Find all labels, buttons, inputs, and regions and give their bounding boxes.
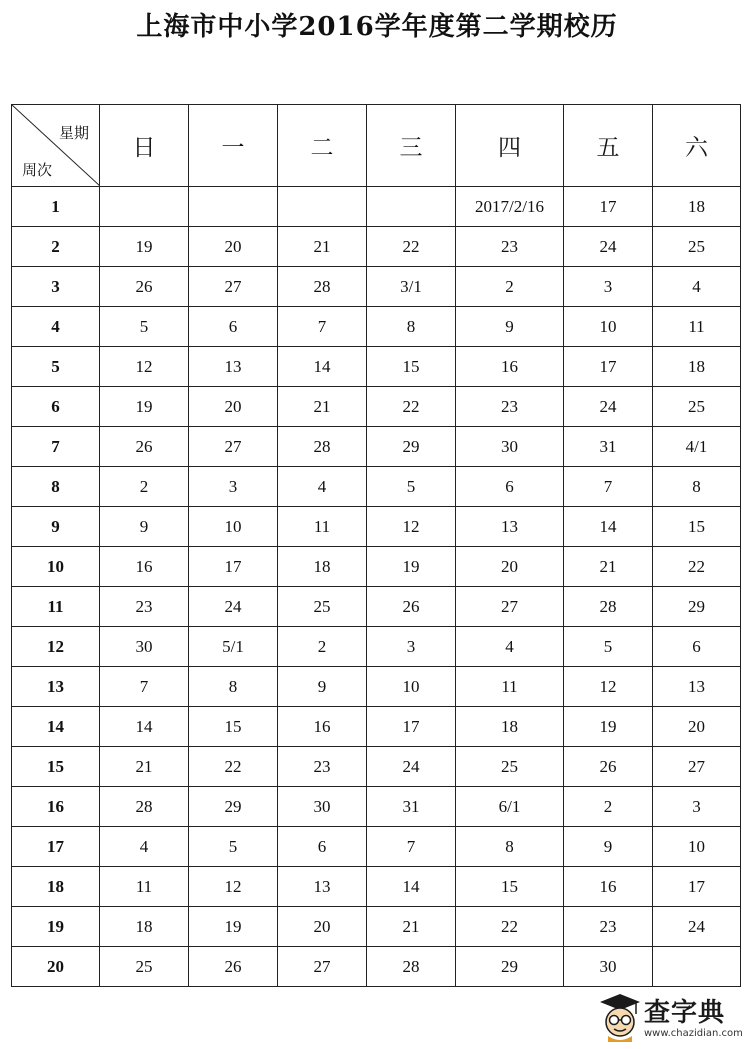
week-row <box>12 867 741 907</box>
date-cell: 10 <box>367 667 456 707</box>
week-number-cell: 8 <box>12 467 100 507</box>
date-cell: 25 <box>456 747 564 787</box>
date-cell: 7 <box>367 827 456 867</box>
date-cell: 31 <box>367 787 456 827</box>
date-cell: 23 <box>100 587 189 627</box>
date-cell: 5 <box>100 307 189 347</box>
date-cell: 18 <box>653 187 741 227</box>
date-cell: 19 <box>100 227 189 267</box>
date-cell: 28 <box>278 267 367 307</box>
date-cell: 3 <box>189 467 278 507</box>
date-cell: 29 <box>367 427 456 467</box>
week-row <box>12 307 741 347</box>
date-cell: 29 <box>456 947 564 987</box>
date-cell: 29 <box>189 787 278 827</box>
date-cell: 26 <box>100 267 189 307</box>
date-cell: 22 <box>367 227 456 267</box>
date-cell: 3 <box>367 627 456 667</box>
week-row <box>12 587 741 627</box>
corner-week-label: 周次 <box>22 161 53 179</box>
week-row <box>12 947 741 987</box>
week-row <box>12 387 741 427</box>
week-number-cell: 20 <box>12 947 100 987</box>
week-row <box>12 627 741 667</box>
date-cell: 13 <box>456 507 564 547</box>
date-cell <box>278 187 367 227</box>
date-cell: 21 <box>564 547 653 587</box>
week-row <box>12 227 741 267</box>
date-cell: 2 <box>278 627 367 667</box>
date-cell: 16 <box>564 867 653 907</box>
header-row <box>12 105 741 187</box>
date-cell: 5 <box>367 467 456 507</box>
date-cell: 21 <box>278 227 367 267</box>
date-cell: 22 <box>653 547 741 587</box>
date-cell <box>367 187 456 227</box>
date-cell: 23 <box>456 227 564 267</box>
date-cell: 31 <box>564 427 653 467</box>
week-row <box>12 427 741 467</box>
page-title: 上海市中小学2016学年度第二学期校历 <box>136 12 618 42</box>
day-header-fri: 五 <box>564 105 653 187</box>
date-cell: 13 <box>653 667 741 707</box>
week-row <box>12 347 741 387</box>
date-cell: 24 <box>564 227 653 267</box>
date-cell: 15 <box>189 707 278 747</box>
date-cell: 6 <box>189 307 278 347</box>
date-cell: 11 <box>100 867 189 907</box>
day-header-thu: 四 <box>456 105 564 187</box>
date-cell: 24 <box>367 747 456 787</box>
date-cell: 16 <box>100 547 189 587</box>
date-cell: 5/1 <box>189 627 278 667</box>
date-cell: 8 <box>653 467 741 507</box>
date-cell: 8 <box>189 667 278 707</box>
week-number-cell: 5 <box>12 347 100 387</box>
date-cell: 15 <box>367 347 456 387</box>
date-cell: 22 <box>189 747 278 787</box>
date-cell: 20 <box>653 707 741 747</box>
date-cell: 3 <box>564 267 653 307</box>
date-cell: 30 <box>456 427 564 467</box>
week-row <box>12 547 741 587</box>
school-calendar-table <box>11 104 741 987</box>
week-number-cell: 4 <box>12 307 100 347</box>
week-row <box>12 507 741 547</box>
date-cell: 20 <box>189 387 278 427</box>
week-number-cell: 15 <box>12 747 100 787</box>
date-cell: 18 <box>278 547 367 587</box>
date-cell: 2 <box>564 787 653 827</box>
date-cell: 23 <box>456 387 564 427</box>
week-number-cell: 11 <box>12 587 100 627</box>
date-cell: 4/1 <box>653 427 741 467</box>
date-cell: 8 <box>367 307 456 347</box>
date-cell: 3/1 <box>367 267 456 307</box>
week-number-cell: 3 <box>12 267 100 307</box>
date-cell: 10 <box>189 507 278 547</box>
date-cell: 6 <box>653 627 741 667</box>
week-row <box>12 787 741 827</box>
week-row <box>12 827 741 867</box>
date-cell: 28 <box>278 427 367 467</box>
date-cell: 27 <box>278 947 367 987</box>
date-cell: 7 <box>100 667 189 707</box>
watermark-url: www.chazidian.com <box>644 1028 743 1039</box>
date-cell: 27 <box>189 267 278 307</box>
date-cell: 14 <box>367 867 456 907</box>
week-number-cell: 1 <box>12 187 100 227</box>
week-number-cell: 7 <box>12 427 100 467</box>
week-number-cell: 16 <box>12 787 100 827</box>
date-cell: 5 <box>189 827 278 867</box>
date-cell: 9 <box>278 667 367 707</box>
date-cell: 4 <box>100 827 189 867</box>
date-cell: 15 <box>653 507 741 547</box>
date-cell: 24 <box>653 907 741 947</box>
date-cell: 4 <box>456 627 564 667</box>
date-cell: 12 <box>564 667 653 707</box>
date-cell: 16 <box>278 707 367 747</box>
date-cell: 26 <box>564 747 653 787</box>
date-cell: 30 <box>278 787 367 827</box>
week-number-cell: 9 <box>12 507 100 547</box>
date-cell: 28 <box>100 787 189 827</box>
date-cell: 14 <box>564 507 653 547</box>
date-cell: 23 <box>278 747 367 787</box>
date-cell: 25 <box>653 227 741 267</box>
date-cell: 6 <box>278 827 367 867</box>
day-header-wed: 三 <box>367 105 456 187</box>
date-cell: 26 <box>189 947 278 987</box>
week-number-cell: 18 <box>12 867 100 907</box>
date-cell: 24 <box>564 387 653 427</box>
date-cell: 25 <box>278 587 367 627</box>
date-cell: 17 <box>564 347 653 387</box>
date-cell: 8 <box>456 827 564 867</box>
date-cell: 10 <box>564 307 653 347</box>
day-header-sun: 日 <box>100 105 189 187</box>
date-cell: 11 <box>456 667 564 707</box>
date-cell: 19 <box>189 907 278 947</box>
date-cell: 20 <box>189 227 278 267</box>
week-number-cell: 13 <box>12 667 100 707</box>
date-cell: 21 <box>278 387 367 427</box>
date-cell: 30 <box>564 947 653 987</box>
week-number-cell: 17 <box>12 827 100 867</box>
week-row <box>12 707 741 747</box>
date-cell: 4 <box>653 267 741 307</box>
date-cell: 17 <box>189 547 278 587</box>
date-cell: 4 <box>278 467 367 507</box>
date-cell: 30 <box>100 627 189 667</box>
date-cell: 11 <box>653 307 741 347</box>
corner-weekday-label: 星期 <box>58 124 89 142</box>
date-cell: 18 <box>456 707 564 747</box>
date-cell: 27 <box>189 427 278 467</box>
date-cell: 12 <box>189 867 278 907</box>
date-cell: 13 <box>189 347 278 387</box>
week-number-cell: 19 <box>12 907 100 947</box>
date-cell: 12 <box>367 507 456 547</box>
date-cell: 14 <box>278 347 367 387</box>
date-cell: 22 <box>367 387 456 427</box>
date-cell: 11 <box>278 507 367 547</box>
date-cell: 19 <box>367 547 456 587</box>
date-cell: 10 <box>653 827 741 867</box>
date-cell: 5 <box>564 627 653 667</box>
date-cell: 2017/2/16 <box>456 187 564 227</box>
date-cell: 17 <box>564 187 653 227</box>
date-cell: 24 <box>189 587 278 627</box>
date-cell: 20 <box>456 547 564 587</box>
date-cell: 20 <box>278 907 367 947</box>
week-number-cell: 10 <box>12 547 100 587</box>
day-header-sat: 六 <box>653 105 741 187</box>
date-cell: 23 <box>564 907 653 947</box>
date-cell: 9 <box>100 507 189 547</box>
watermark-logo <box>596 990 754 1049</box>
watermark-brand: 查字典 <box>644 998 726 1028</box>
date-cell: 17 <box>367 707 456 747</box>
week-row <box>12 907 741 947</box>
day-header-mon: 一 <box>189 105 278 187</box>
week-row <box>12 187 741 227</box>
date-cell: 18 <box>100 907 189 947</box>
date-cell: 28 <box>564 587 653 627</box>
date-cell: 29 <box>653 587 741 627</box>
date-cell: 7 <box>278 307 367 347</box>
date-cell: 6/1 <box>456 787 564 827</box>
date-cell: 27 <box>653 747 741 787</box>
date-cell: 2 <box>100 467 189 507</box>
mascot-icon <box>598 992 642 1044</box>
week-number-cell: 6 <box>12 387 100 427</box>
week-number-cell: 2 <box>12 227 100 267</box>
week-number-cell: 12 <box>12 627 100 667</box>
date-cell <box>189 187 278 227</box>
date-cell: 9 <box>456 307 564 347</box>
date-cell: 7 <box>564 467 653 507</box>
week-row <box>12 667 741 707</box>
date-cell: 12 <box>100 347 189 387</box>
date-cell: 19 <box>100 387 189 427</box>
date-cell: 15 <box>456 867 564 907</box>
week-row <box>12 747 741 787</box>
date-cell: 18 <box>653 347 741 387</box>
date-cell: 19 <box>564 707 653 747</box>
date-cell: 3 <box>653 787 741 827</box>
date-cell: 13 <box>278 867 367 907</box>
week-row <box>12 467 741 507</box>
date-cell: 26 <box>367 587 456 627</box>
date-cell: 26 <box>100 427 189 467</box>
date-cell: 17 <box>653 867 741 907</box>
date-cell: 2 <box>456 267 564 307</box>
date-cell: 21 <box>100 747 189 787</box>
day-header-tue: 二 <box>278 105 367 187</box>
date-cell: 27 <box>456 587 564 627</box>
date-cell: 28 <box>367 947 456 987</box>
date-cell: 14 <box>100 707 189 747</box>
date-cell: 16 <box>456 347 564 387</box>
date-cell: 21 <box>367 907 456 947</box>
date-cell <box>100 187 189 227</box>
date-cell <box>653 947 741 987</box>
corner-cell <box>12 105 100 187</box>
week-number-cell: 14 <box>12 707 100 747</box>
date-cell: 9 <box>564 827 653 867</box>
date-cell: 22 <box>456 907 564 947</box>
date-cell: 25 <box>100 947 189 987</box>
week-row <box>12 267 741 307</box>
date-cell: 6 <box>456 467 564 507</box>
date-cell: 25 <box>653 387 741 427</box>
